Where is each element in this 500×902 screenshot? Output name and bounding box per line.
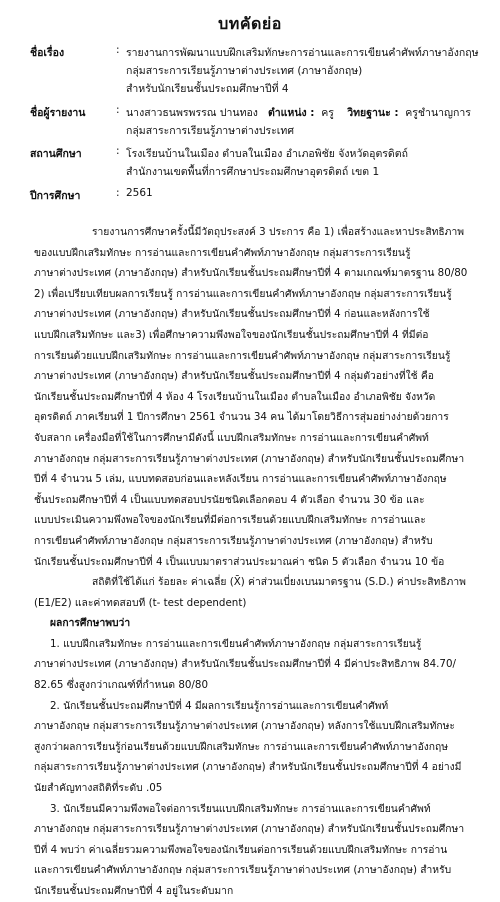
- result-line: นักเรียนชั้นประถมศึกษาปีที่ 4 อยู่ในระดับมาก: [34, 885, 234, 897]
- body-line: จับสลาก เครื่องมือที่ใช้ในการศึกษามีดังนี้ แบบฝึกเสริมทักษะ การอ่านและการเขียนคำศัพท์: [34, 431, 429, 444]
- school-colon: :: [116, 145, 120, 157]
- reporter-name: นางสาวธนพรพรรณ ปานทอง: [126, 107, 258, 119]
- reporter-line-1: [126, 104, 471, 121]
- body-line: 2) เพื่อเปรียบเทียบผลการเรียนรู้ การอ่านและการเขียนคำศัพท์ภาษาอังกฤษ กลุ่มสาระการเรียนรู้: [34, 287, 452, 300]
- body-line: แบบประเมินความพึงพอใจของนักเรียนที่มีต่อการเรียนด้วยแบบฝึกเสริมทักษะ การอ่านและ: [34, 514, 426, 527]
- body-line: ภาษาต่างประเทศ (ภาษาอังกฤษ) สำหรับนักเรียนชั้นประถมศึกษาปีที่ 4 ก่อนและหลังการใช้: [34, 308, 430, 321]
- body-line: อุตรดิตถ์ ภาคเรียนที่ 1 ปีการศึกษา 2561 จำนวน 34 คน ได้มาโดยวิธีการสุ่มอย่างง่ายด้วยการ: [34, 411, 449, 424]
- result-line: ภาษาอังกฤษ กลุ่มสาระการเรียนรู้ภาษาต่างประเทศ (ภาษาอังกฤษ) สำหรับนักเรียนชั้นประถมศึกษา: [34, 823, 465, 836]
- body-line: นักเรียนชั้นประถมศึกษาปีที่ 4 เป็นแบบมาตราส่วนประมาณค่า ชนิด 5 ตัวเลือก จำนวน 10 ข้อ: [34, 555, 445, 568]
- result-line: ปีที่ 4 พบว่า ค่าเฉลี่ยรวมความพึงพอใจของนักเรียนต่อการเรียนด้วยแบบฝึกเสริมทักษะ การอ่าน: [34, 843, 448, 856]
- topic-line-3: สำหรับนักเรียนชั้นประถมศึกษาปีที่ 4: [126, 83, 289, 95]
- reporter-label: ชื่อผู้รายงาน: [30, 107, 86, 119]
- body-line: รายงานการศึกษาครั้งนี้มีวัตถุประสงค์ 3 ประการ คือ 1) เพื่อสร้างและหาประสิทธิภาพ: [92, 226, 465, 238]
- body-line: ภาษาอังกฤษ กลุ่มสาระการเรียนรู้ภาษาต่างประเทศ (ภาษาอังกฤษ) สำหรับนักเรียนชั้นประถมศึกษา: [34, 452, 465, 465]
- body-line: แบบฝึกเสริมทักษะ และ3) เพื่อศึกษาความพึงพอใจของนักเรียนชั้นประถมศึกษาปีที่ 4 ที่มีต่อ: [34, 328, 429, 341]
- reporter-line-2: กลุ่มสาระการเรียนรู้ภาษาต่างประเทศ: [126, 125, 294, 137]
- result-line: 3. นักเรียนมีความพึงพอใจต่อการเรียนแบบฝึกเสริมทักษะ การอ่านและการเขียนคำศัพท์: [50, 802, 431, 815]
- school-label: สถานศึกษา: [30, 148, 82, 160]
- result-line: กลุ่มสาระการเรียนรู้ภาษาต่างประเทศ (ภาษาอังกฤษ) สำหรับนักเรียนชั้นประถมศึกษาปีที่ 4 อย่างมี: [34, 761, 462, 774]
- position-value: ครู: [321, 107, 334, 119]
- body-line: ภาษาต่างประเทศ (ภาษาอังกฤษ) สำหรับนักเรียนชั้นประถมศึกษาปีที่ 4 ตามเกณฑ์มาตรฐาน 80/80: [34, 267, 468, 280]
- rank-label: วิทยฐานะ :: [347, 107, 399, 119]
- body-line: การเขียนคำศัพท์ภาษาอังกฤษ กลุ่มสาระการเรียนรู้ภาษาต่างประเทศ (ภาษาอังกฤษ) สำหรับ: [34, 534, 433, 547]
- position-label: ตำแหน่ง :: [267, 107, 315, 119]
- result-line: และการเขียนคำศัพท์ภาษาอังกฤษ กลุ่มสาระการเรียนรู้ภาษาต่างประเทศ (ภาษาอังกฤษ) สำหรับ: [34, 864, 452, 877]
- rank-value: ครูชำนาญการ: [405, 107, 471, 119]
- result-line: สูงกว่าผลการเรียนรู้ก่อนเรียนด้วยแบบฝึกเสริมทักษะ การอ่านและการเขียนคำศัพท์ภาษาอังกฤษ: [34, 740, 449, 753]
- school-line-1: โรงเรียนบ้านในเมือง ตำบลในเมือง อำเภอพิชัย จังหวัดอุตรดิตถ์: [126, 148, 408, 160]
- body-line: ปีที่ 4 จำนวน 5 เล่ม, แบบทดสอบก่อนและหลังเรียน การอ่านและการเขียนคำศัพท์ภาษาอังกฤษ: [34, 473, 447, 486]
- year-value: 2561: [126, 187, 153, 199]
- results-heading: ผลการศึกษาพบว่า: [50, 617, 131, 630]
- body-line: ของแบบฝึกเสริมทักษะ การอ่านและการเขียนคำศัพท์ภาษาอังกฤษ กลุ่มสาระการเรียนรู้: [34, 246, 411, 259]
- stats-line: (E1/E2) และค่าทดสอบที (t- test dependent): [34, 596, 247, 609]
- year-label: ปีการศึกษา: [30, 190, 81, 202]
- topic-colon: :: [116, 44, 120, 56]
- result-line: 2. นักเรียนชั้นประถมศึกษาปีที่ 4 มีผลการเรียนรู้การอ่านและการเขียนคำศัพท์: [50, 699, 389, 712]
- school-line-2: สำนักงานเขตพื้นที่การศึกษาประถมศึกษาอุตรดิตถ์ เขต 1: [126, 166, 380, 178]
- result-line: ภาษาอังกฤษ กลุ่มสาระการเรียนรู้ภาษาต่างประเทศ (ภาษาอังกฤษ) หลังการใช้แบบฝึกเสริมทักษะ: [34, 720, 455, 733]
- result-line: 1. แบบฝึกเสริมทักษะ การอ่านและการเขียนคำศัพท์ภาษาอังกฤษ กลุ่มสาระการเรียนรู้: [50, 637, 422, 650]
- topic-line-2: กลุ่มสาระการเรียนรู้ภาษาต่างประเทศ (ภาษาอังกฤษ): [126, 65, 363, 77]
- body-line: การเรียนด้วยแบบฝึกเสริมทักษะ การอ่านและการเขียนคำศัพท์ภาษาอังกฤษ กลุ่มสาระการเรียนรู้: [34, 349, 451, 362]
- meta-block: [30, 44, 480, 214]
- abstract-body: [34, 222, 478, 902]
- reporter-colon: :: [116, 104, 120, 116]
- page-title: บทคัดย่อ: [218, 14, 282, 33]
- result-line: ภาษาต่างประเทศ (ภาษาอังกฤษ) สำหรับนักเรียนชั้นประถมศึกษาปีที่ 4 มีค่าประสิทธิภาพ 84.70/: [34, 658, 456, 671]
- body-line: นักเรียนชั้นประถมศึกษาปีที่ 4 ห้อง 4 โรงเรียนบ้านในเมือง ตำบลในเมือง อำเภอพิชัย จังหวัด: [34, 390, 436, 403]
- body-line: ภาษาต่างประเทศ (ภาษาอังกฤษ) สำหรับนักเรียนชั้นประถมศึกษาปีที่ 4 กลุ่มตัวอย่างที่ใช้ คือ: [34, 370, 434, 383]
- result-line: 82.65 ซึ่งสูงกว่าเกณฑ์ที่กำหนด 80/80: [34, 679, 208, 692]
- topic-line-1: รายงานการพัฒนาแบบฝึกเสริมทักษะการอ่านและการเขียนคำศัพท์ภาษาอังกฤษ: [126, 47, 479, 59]
- year-colon: :: [116, 187, 120, 199]
- result-line: นัยสำคัญทางสถิติที่ระดับ .05: [34, 782, 163, 795]
- stats-line: สถิติที่ใช้ได้แก่ ร้อยละ ค่าเฉลี่ย (X̄) ค่าส่วนเบี่ยงเบนมาตรฐาน (S.D.) ค่าประสิทธิภาพ: [92, 576, 466, 589]
- body-line: ชั้นประถมศึกษาปีที่ 4 เป็นแบบทดสอบปรนัยชนิดเลือกตอบ 4 ตัวเลือก จำนวน 30 ข้อ และ: [34, 493, 425, 506]
- topic-label: ชื่อเรื่อง: [30, 47, 65, 59]
